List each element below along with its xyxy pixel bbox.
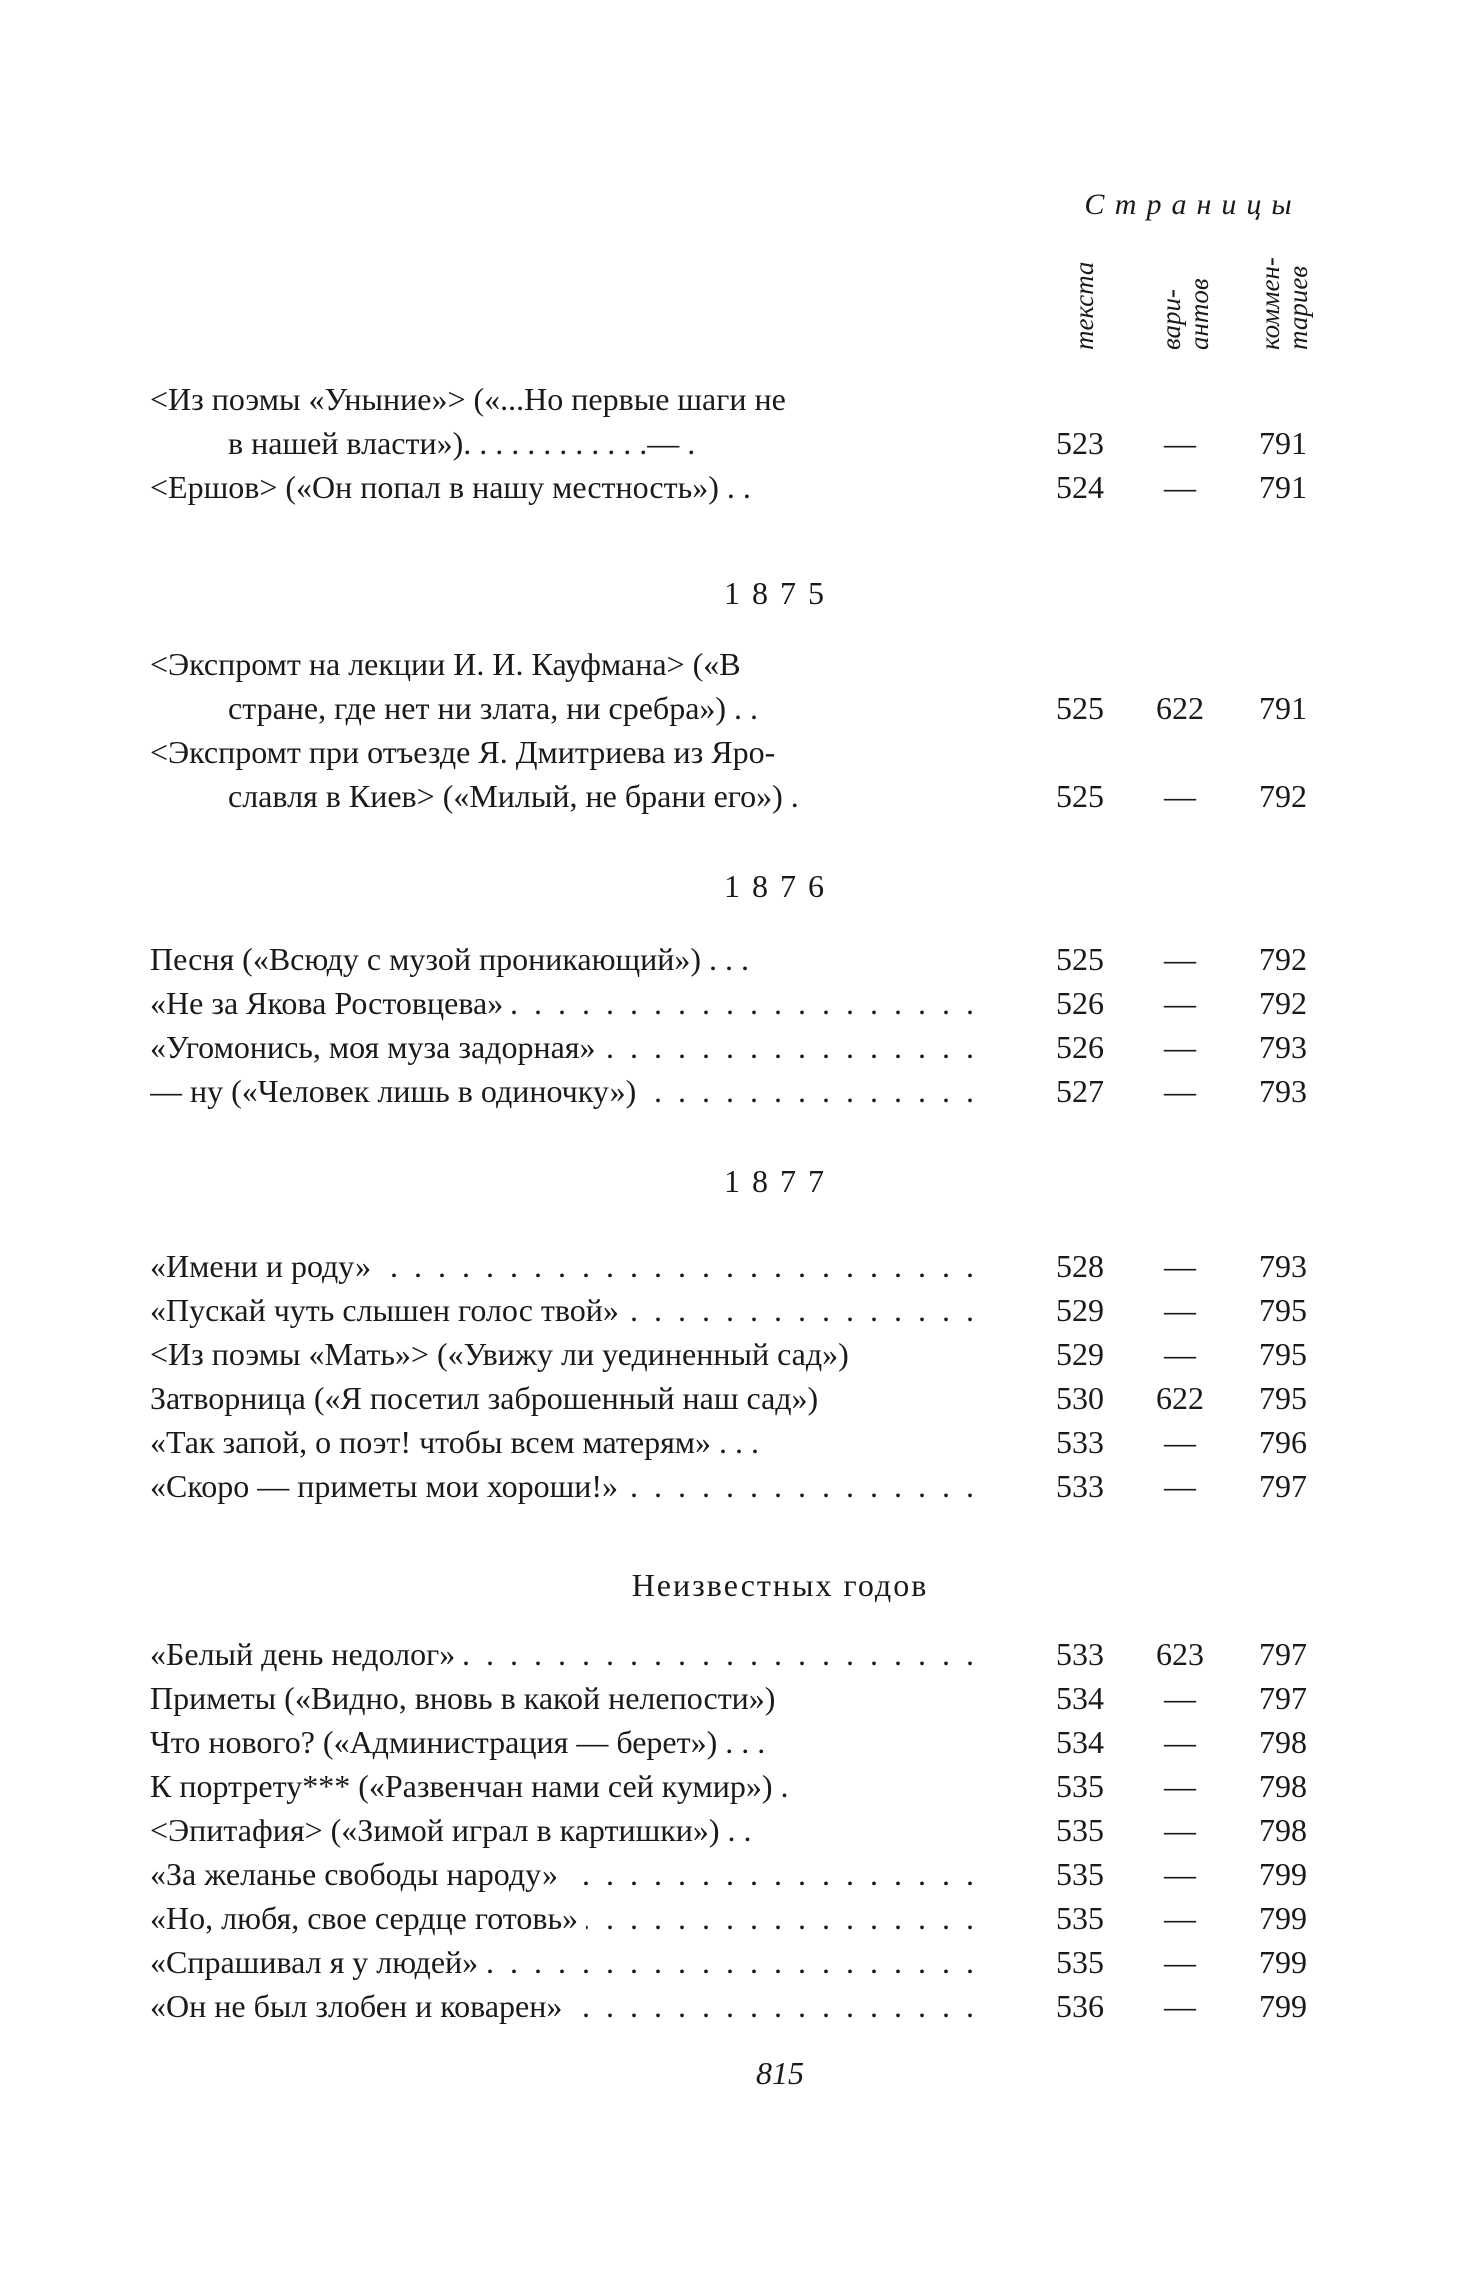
text-page: 529: [1056, 1292, 1104, 1328]
entry-title: «Скоро — приметы мои хороши!» . . .: [150, 1464, 990, 1508]
variants-page: —: [1164, 1424, 1196, 1460]
toc-entry: [150, 1288, 1330, 1332]
text-page: 534: [1056, 1724, 1104, 1760]
comments-page: 797: [1259, 1468, 1307, 1504]
variants-page: —: [1164, 985, 1196, 1021]
year-heading: 1875: [724, 575, 836, 611]
comments-page: 791: [1259, 469, 1307, 505]
text-page: 535: [1056, 1812, 1104, 1848]
text-page: 534: [1056, 1680, 1104, 1716]
text-page: 535: [1056, 1856, 1104, 1892]
toc-entry-continuation: [150, 686, 1330, 730]
entry-title: Затворница («Я посетил заброшенный наш сад»): [150, 1380, 819, 1416]
text-page: 535: [1056, 1944, 1104, 1980]
toc-entry: [150, 1852, 1330, 1896]
entry-title: <Ершов> («Он попал в нашу местность») . .: [150, 469, 751, 505]
variants-page: —: [1164, 941, 1196, 977]
comments-page: 792: [1259, 985, 1307, 1021]
variants-page: —: [1164, 1468, 1196, 1504]
toc-entry: [150, 1764, 1330, 1808]
variants-page: —: [1164, 1812, 1196, 1848]
text-page: 533: [1056, 1424, 1104, 1460]
toc-entry: [150, 1025, 1330, 1069]
entry-title: <Эпитафия> («Зимой играл в картишки») . .: [150, 1812, 752, 1848]
variants-page: —: [1164, 1856, 1196, 1892]
toc-entry: [150, 937, 1330, 981]
toc-entry: [150, 1676, 1330, 1720]
text-page: 533: [1056, 1636, 1104, 1672]
comments-page: 798: [1259, 1724, 1307, 1760]
text-page: 525: [1056, 778, 1104, 814]
comments-page: 798: [1259, 1768, 1307, 1804]
year-heading: 1876: [724, 868, 836, 904]
entry-title: «Угомонись, моя муза задорная» . . .: [150, 1025, 990, 1069]
variants-page: 622: [1156, 1380, 1204, 1416]
toc-entry: [150, 1896, 1330, 1940]
entry-title: «Но, любя, свое сердце готовь» . . .: [150, 1896, 990, 1940]
text-page: 526: [1056, 985, 1104, 1021]
text-page: 523: [1056, 425, 1104, 461]
variants-page: —: [1164, 1248, 1196, 1284]
toc-entry: [150, 1940, 1330, 1984]
toc-entry: [150, 1720, 1330, 1764]
toc-entry: [150, 642, 1330, 686]
entry-title: «Не за Якова Ростовцева» . . .: [150, 981, 990, 1025]
toc-entry: [150, 1632, 1330, 1676]
variants-page: —: [1164, 1724, 1196, 1760]
toc-entry: [150, 1069, 1330, 1113]
variants-page: —: [1164, 1680, 1196, 1716]
entry-title: К портрету*** («Развенчан нами сей кумир») .: [150, 1768, 789, 1804]
variants-page: 622: [1156, 690, 1204, 726]
columns-caption: Страницы: [1084, 188, 1302, 221]
entry-title: славля в Киев> («Милый, не брани его») .: [228, 778, 799, 814]
text-page: 527: [1056, 1073, 1104, 1109]
toc-entry: [150, 465, 1330, 509]
text-page: 535: [1056, 1900, 1104, 1936]
text-page: 525: [1056, 690, 1104, 726]
comments-page: 799: [1259, 1944, 1307, 1980]
variants-page: —: [1164, 425, 1196, 461]
text-page: 525: [1056, 941, 1104, 977]
comments-page: 797: [1259, 1680, 1307, 1716]
comments-page: 797: [1259, 1636, 1307, 1672]
comments-page: 792: [1259, 778, 1307, 814]
entry-title: в нашей власти»). . . . . . . . . . . .— .: [228, 425, 696, 461]
text-page: 530: [1056, 1380, 1104, 1416]
comments-page: 793: [1259, 1248, 1307, 1284]
variants-page: —: [1164, 1944, 1196, 1980]
variants-page: —: [1164, 778, 1196, 814]
entry-title: «Имени и роду» . . .: [150, 1244, 990, 1288]
toc-entry: [150, 1984, 1330, 2028]
entry-title: «Он не был злобен и коварен» . . .: [150, 1984, 990, 2028]
text-page: 533: [1056, 1468, 1104, 1504]
variants-page: —: [1164, 1029, 1196, 1065]
toc-entry: [150, 1244, 1330, 1288]
toc-entry: [150, 1808, 1330, 1852]
text-page: 535: [1056, 1768, 1104, 1804]
entry-title: Песня («Всюду с музой проникающий») . . .: [150, 941, 750, 977]
entry-title: — ну («Человек лишь в одиночку») . . .: [150, 1069, 990, 1113]
toc-entry: [150, 377, 1330, 421]
variants-page: —: [1164, 1988, 1196, 2024]
entry-title: «За желанье свободы народу» . . .: [150, 1852, 990, 1896]
year-heading: 1877: [724, 1163, 836, 1199]
variants-page: —: [1164, 1292, 1196, 1328]
text-page: 524: [1056, 469, 1104, 505]
entry-title: Приметы («Видно, вновь в какой нелепости»): [150, 1680, 776, 1716]
comments-page: 795: [1259, 1336, 1307, 1372]
text-page: 526: [1056, 1029, 1104, 1065]
entry-title: Что нового? («Администрация — берет») . . .: [150, 1724, 766, 1760]
toc-entry-continuation: [150, 421, 1330, 465]
entry-title: <Экспромт на лекции И. И. Кауфмана> («В: [150, 646, 741, 682]
comments-page: 799: [1259, 1988, 1307, 2024]
page-number: 815: [756, 2055, 804, 2091]
variants-page: 623: [1156, 1636, 1204, 1672]
entry-title: <Из поэмы «Мать»> («Увижу ли уединенный сад»): [150, 1336, 849, 1372]
comments-page: 791: [1259, 425, 1307, 461]
column-header-variants: вари- антов: [1156, 278, 1214, 350]
toc-entry-continuation: [150, 774, 1330, 818]
toc-entry: [150, 1376, 1330, 1420]
comments-page: 799: [1259, 1856, 1307, 1892]
comments-page: 795: [1259, 1292, 1307, 1328]
entry-title: «Белый день недолог» . . .: [150, 1632, 990, 1676]
variants-page: —: [1164, 1768, 1196, 1804]
section-heading: Неизвестных годов: [631, 1567, 929, 1603]
entry-title: «Спрашивал я у людей» . . .: [150, 1940, 990, 1984]
text-page: 536: [1056, 1988, 1104, 2024]
column-header-comments: коммен- тариев: [1255, 257, 1313, 350]
entry-title: «Пускай чуть слышен голос твой» . . .: [150, 1288, 990, 1332]
entry-title: <Экспромт при отъезде Я. Дмитриева из Яро-: [150, 734, 776, 770]
text-page: 528: [1056, 1248, 1104, 1284]
entry-title: стране, где нет ни злата, ни сребра») . .: [228, 690, 759, 726]
toc-entry: [150, 1464, 1330, 1508]
book-page: [150, 0, 1330, 2283]
column-header-text: текста: [1069, 261, 1099, 350]
toc-entry: [150, 1420, 1330, 1464]
toc-entry: [150, 730, 1330, 774]
text-page: 529: [1056, 1336, 1104, 1372]
toc-entry: [150, 1332, 1330, 1376]
comments-page: 795: [1259, 1380, 1307, 1416]
entry-title: «Так запой, о поэт! чтобы всем матерям» . . .: [150, 1424, 760, 1460]
variants-page: —: [1164, 1073, 1196, 1109]
comments-page: 791: [1259, 690, 1307, 726]
comments-page: 796: [1259, 1424, 1307, 1460]
comments-page: 798: [1259, 1812, 1307, 1848]
comments-page: 793: [1259, 1073, 1307, 1109]
variants-page: —: [1164, 1900, 1196, 1936]
variants-page: —: [1164, 1336, 1196, 1372]
comments-page: 799: [1259, 1900, 1307, 1936]
comments-page: 792: [1259, 941, 1307, 977]
entry-title: <Из поэмы «Уныние»> («...Но первые шаги не: [150, 381, 786, 417]
variants-page: —: [1164, 469, 1196, 505]
toc-entry: [150, 981, 1330, 1025]
comments-page: 793: [1259, 1029, 1307, 1065]
